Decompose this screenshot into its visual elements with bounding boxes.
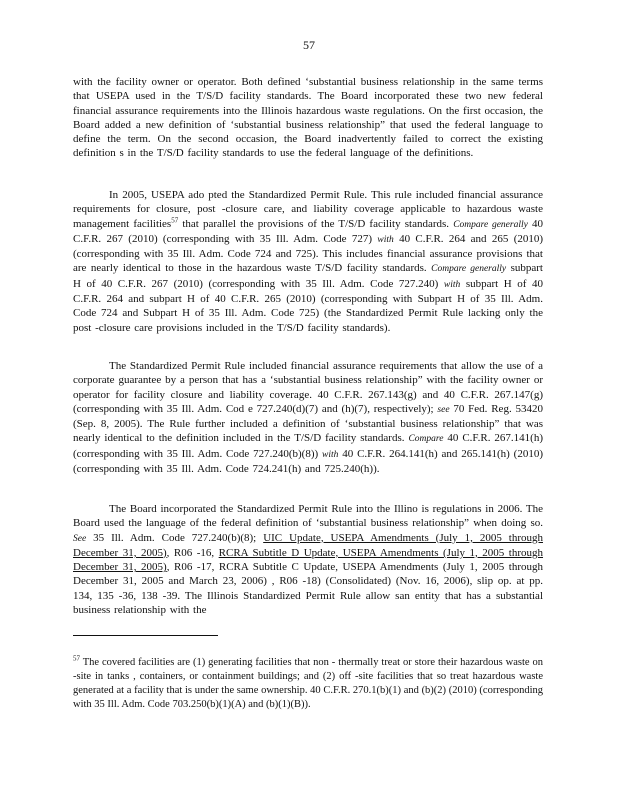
text-segment: 40 C.F.R. 264 and 265 (2010) (corresponding with 35 Ill. Adm. Code 724 and 725). This includes financial assurance provisions that are nearly identical to those in the hazardous waste T/S/D facility standards. xyxy=(73,232,544,275)
text-segment: 40 C.F.R. 267.141(h) (corresponding with 35 Ill. Adm. Code 727.240(b)(8)) xyxy=(73,432,543,460)
paragraph-continuation xyxy=(73,75,543,161)
text-segment: 40 C.F.R. 264.141(h) and 265.141(h) (2010) (corresponding with 35 Ill. Adm. Code 724.241(h) and 725.240(h)). xyxy=(73,447,543,476)
citation-signal: with xyxy=(322,449,339,460)
text-segment: The Board incorporated the Standardized Permit Rule into the Illino is regulations in 2006. The Board used the language of the federal definition of ‘substantial business relationship” when doing so. xyxy=(73,503,543,530)
text-segment: , R06 -17, RCRA Subtitle C Update, USEPA Amendments (July 1, 2005 through December 31, 2005 and March 23, 2006) , R06 -18) (Consolidated) (Nov. 16, 2006), slip op. at pp. 134, 135 -36, 138 -39. The Illinois Standardized Permit Rule allow san entity that has a substantial business relationship with the xyxy=(73,561,544,617)
citation-signal: with xyxy=(443,279,461,290)
citation-signal: Compare generally xyxy=(431,264,507,275)
paragraph-standardized-permit-rule xyxy=(73,188,543,335)
page-number: 57 xyxy=(303,38,315,52)
docket-title: UIC Update, USEPA Amendments (July 1, 2005 through December 31, 2005) xyxy=(73,531,543,559)
text-segment: The Standardized Permit Rule included financial assurance requirements that allow the use of a corporate guarantee by a person that has a ‘substantial business relationship” with the facility owner or operator for facility closure and liability coverage. 40 C.F.R. 267.143(g) and 40 C.F.R. 267.147(g) (corresponding with 35 Ill. Adm. Cod e 727.240(d)(7) and (h)(7), respectively); xyxy=(73,360,543,415)
footnote-reference: 57 xyxy=(171,215,179,224)
text-segment: subpart H of 40 C.F.R. 264 and subpart H of 40 C.F.R. 265 (2010) (corresponding with Subpart H of 35 Ill. Adm. Code 724 and Subpart H of 35 Ill. Adm. Code 725) (the Standardized Permit Rule lacking only the post -closure care provisions included in the T/S/D facility standards). xyxy=(73,277,544,334)
docket-title: RCRA Subtitle D Update, USEPA Amendments (July 1, 2005 through December 31, 2005) xyxy=(73,546,544,574)
text-segment: 35 Ill. Adm. Code 727.240(b)(8); xyxy=(86,531,264,544)
citation-signal: see xyxy=(437,404,450,415)
footnote-divider xyxy=(73,635,218,636)
text-segment: that parallel the provisions of the T/S/D facility standards. xyxy=(178,217,450,230)
footnote xyxy=(73,656,543,712)
citation-signal: Compare generally xyxy=(453,219,528,230)
footnote-number: 57 xyxy=(73,654,80,663)
text-segment: 40 C.F.R. 267 (2010) (corresponding with 35 Ill. Adm. Code 727) xyxy=(73,217,543,245)
footnote-text: The covered facilities are (1) generating facilities that non - thermally treat or store their hazardous waste on -site in tanks , containers, or containment buildings; and (2) off -site facilities that so treat hazardous waste generated at a facility that is under the same ownership. 40 C.F.R. 270.1(b)(1) and (b)(2) (2010) (corresponding with 35 Ill. Adm. Code 703.250(b)(1)(A) and (b)(1)(B)). xyxy=(73,657,543,710)
text-segment: , R06 -16, xyxy=(166,546,219,559)
text-segment: subpart H of 40 C.F.R. 267 (2010) (corresponding with 35 Ill. Adm. Code 727.240) xyxy=(73,262,543,290)
citation-signal: See xyxy=(73,533,87,544)
citation-signal: with xyxy=(377,234,394,245)
text-segment: 70 Fed. Reg. 53420 (Sep. 8, 2005). The Rule further included a definition of ‘substantial business relationship” that was nearly identical to the definition included in the T/S/D facility standards. xyxy=(73,402,543,445)
paragraph-text: with the facility owner or operator. Both defined ‘substantial business relationship in the same terms that USEPA used in the T/S/D facility standards. The Board incorporated these two new federal financial assurance requirements into the Illinois hazardous waste regulations. On the first occasion, the Board added a new definition of ‘substantial business relationship” that used the federal language to define the term. On the second occasion, the Board inadvertently failed to correct the existing definition s in the T/S/D facility standards to use the federal language of the definitions. xyxy=(73,76,543,160)
paragraph-board-incorporation xyxy=(73,502,543,617)
citation-signal: Compare xyxy=(408,434,444,445)
text-segment: In 2005, USEPA ado pted the Standardized Permit Rule. This rule included financial assurance requirements for closure, post -closure care, and liability coverage applicable to hazardous waste management facilities xyxy=(73,189,543,230)
paragraph-corporate-guarantee xyxy=(73,359,543,476)
